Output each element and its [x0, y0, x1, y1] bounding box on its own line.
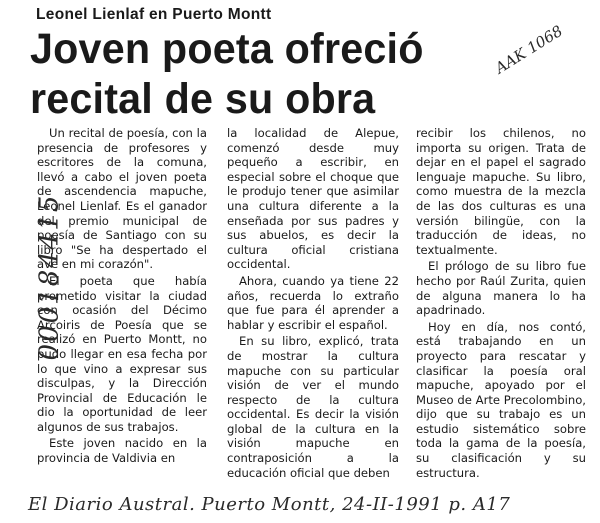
- paragraph: El poeta que había prometido visitar la ciudad con ocasión del Décimo Arcoiris de Poesía que se realizó en Puerto Montt, no pudo llegar en esa fecha por lo que vino a expresar sus disculpas, y la Dirección Provincial de Educación le dio la oportunidad de leer algunos de sus trabajos.: [37, 273, 207, 434]
- paragraph: El prólogo de su libro fue hecho por Raúl Zurita, quien de alguna manera lo ha apadrinado.: [416, 259, 586, 318]
- archive-stamp: AAK 1068: [492, 21, 566, 78]
- paragraph: recibir los chilenos, no importa su origen. Trata de dejar en el papel el sagrado lenguaje mapuche. Su libro, como muestra de la mezcla de las dos culturas es una versión bilingüe, con la traducción de ideas, no textualmente.: [416, 126, 586, 257]
- kicker-line: Leonel Lienlaf en Puerto Montt: [36, 6, 272, 23]
- article-column-3: [416, 126, 586, 482]
- source-citation: El Diario Austral. Puerto Montt, 24-II-1991 p. A17: [28, 494, 511, 515]
- paragraph: Ahora, cuando ya tiene 22 años, recuerda lo extraño que fue para él aprender a hablar y escribir el español.: [227, 273, 399, 332]
- headline-line-1: Joven poeta ofreció: [30, 25, 424, 73]
- article-column-2: [227, 126, 399, 482]
- headline-line-2: recital de su obra: [30, 75, 376, 123]
- paragraph: Un recital de poesía, con la presencia de profesores y escritores de la comuna, llevó a cabo el joven poeta de ascendencia mapuche, Leonel Lienlaf. Es el ganador del premio municipal de poesía de Santiago con su libro "Se ha despertado el ave en mi corazón".: [37, 126, 207, 272]
- paragraph: En su libro, explicó, trata de mostrar la cultura mapuche con su particular visión de ver el mundo respecto de la cultura occidental. Es decir la visión global de la cultura en la visión mapuche en contraposición a la educación oficial que deben: [227, 334, 399, 480]
- headline: [30, 24, 481, 124]
- paragraph: Hoy en día, nos contó, está trabajando en un proyecto para rescatar y clasificar la poesía oral mapuche, apoyado por el Museo de Arte Precolombino, dijo que su trabajo es un estudio sistemático sobre toda la gama de la poesía, su clasificación y su estructura.: [416, 319, 586, 480]
- catalog-number: 000184415: [34, 193, 65, 361]
- paragraph: la localidad de Alepue, comenzó desde muy pequeño a escribir, en especial sobre el choque que le produjo tener que asimilar una cultura diferente a la enseñada por sus padres y sus abuelos, es decir la cultura oficial cristiana occidental.: [227, 126, 399, 272]
- paragraph: Este joven nacido en la provincia de Valdivia en: [37, 436, 207, 466]
